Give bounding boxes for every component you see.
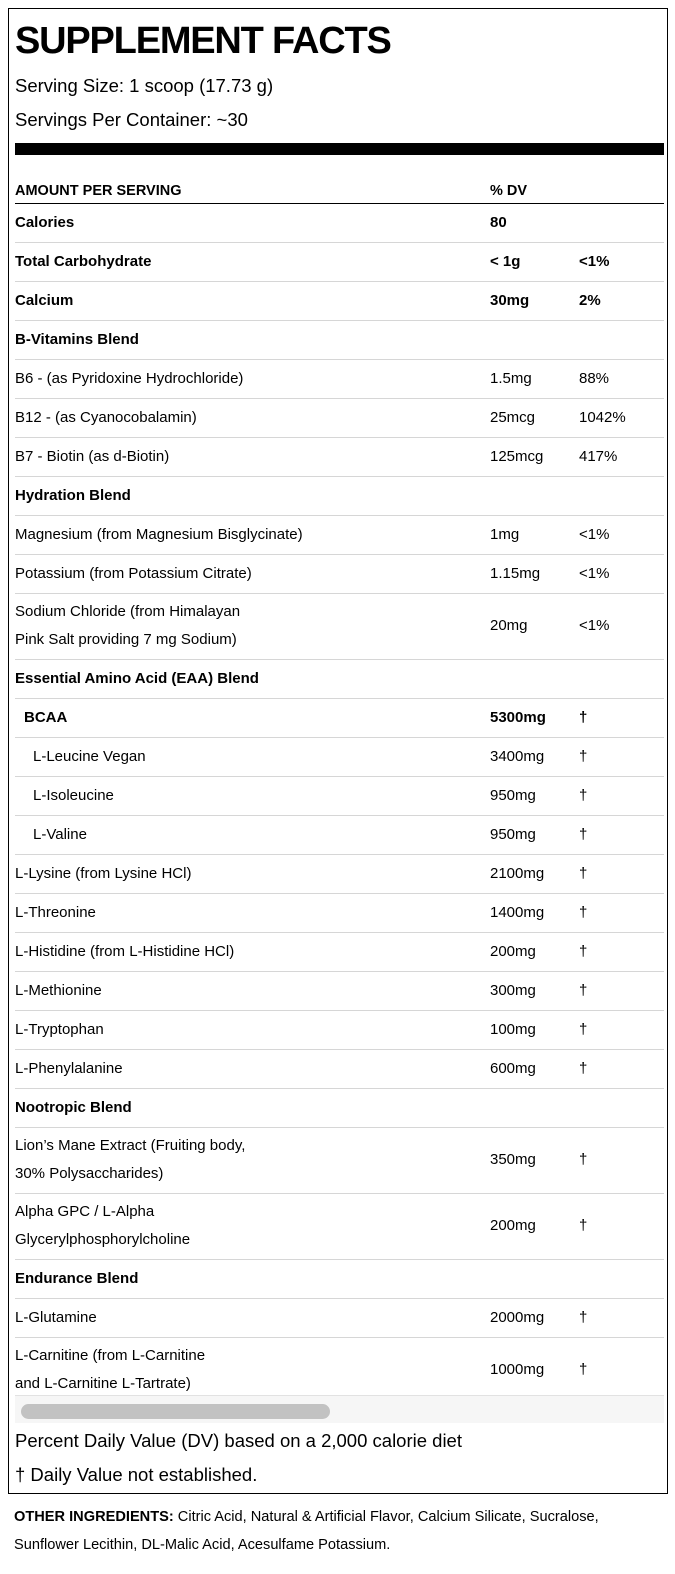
nutrient-name [15,977,485,1005]
table-row [15,321,664,360]
table-row [15,933,664,972]
table-row [15,816,664,855]
table-row [15,243,664,282]
horizontal-scrollbar[interactable] [15,1395,664,1423]
nutrient-name-line: Essential Amino Acid (EAA) Blend [15,670,259,687]
daily-value: † [579,943,588,960]
amount-per-serving: 1.15mg [490,565,541,582]
nutrient-name-line: Calories [15,214,75,231]
daily-value: † [579,826,588,843]
table-row [15,399,664,438]
nutrient-name [15,1198,485,1254]
nutrient-name [15,598,485,654]
nutrient-name-line: BCAA [24,709,68,726]
nutrient-name-line: L-Leucine Vegan [33,748,146,765]
nutrient-name-line: L-Phenylalanine [15,1060,123,1077]
nutrient-name [15,365,485,393]
nutrient-name-line: L-Carnitine (from L-Carnitine [15,1347,206,1364]
table-row [15,699,664,738]
amount-per-serving: 1mg [490,526,520,543]
table-row [15,204,664,243]
table-row [15,855,664,894]
nutrient-name-line: 30% Polysaccharides) [15,1165,164,1182]
daily-value: † [579,787,588,804]
table-row [15,738,664,777]
daily-value: 417% [579,448,618,465]
nutrient-name [15,1304,485,1332]
amount-per-serving: 3400mg [490,748,545,765]
amount-per-serving: 200mg [490,943,536,960]
nutrient-name-line: Nootropic Blend [15,1099,132,1116]
amount-per-serving: 25mcg [490,409,536,426]
nutrient-name [33,821,503,849]
table-row [15,477,664,516]
nutrient-name [15,860,485,888]
amount-per-serving: 600mg [490,1060,536,1077]
nutrient-name [15,1342,485,1398]
daily-value: † [579,1060,588,1077]
nutrient-name-line: L-Tryptophan [15,1021,104,1038]
nutrient-name-line: B12 - (as Cyanocobalamin) [15,409,197,426]
table-row [15,894,664,933]
table-row [15,972,664,1011]
nutrient-name [15,1016,485,1044]
nutrient-name-line: L-Valine [33,826,87,843]
supplement-facts-panel [8,8,668,1494]
daily-value: † [579,1021,588,1038]
amount-per-serving: 950mg [490,787,536,804]
nutrient-name-line: L-Threonine [15,904,96,921]
nutrient-name-line: B6 - (as Pyridoxine Hydrochloride) [15,370,244,387]
nutrient-name [15,938,485,966]
nutrient-name [15,209,485,237]
amount-per-serving: 300mg [490,982,536,999]
footnote-dagger: † Daily Value not established. [15,1464,258,1485]
daily-value: † [579,904,588,921]
servings-per-container: Servings Per Container: ~30 [15,109,248,130]
nutrient-name-line: Sodium Chloride (from Himalayan [15,603,241,620]
table-row [15,1194,664,1260]
table-row [15,777,664,816]
daily-value: † [579,1361,588,1378]
footnote-daily-value: Percent Daily Value (DV) based on a 2,000 calorie diet [15,1430,462,1451]
daily-value: 1042% [579,409,626,426]
amount-per-serving: 5300mg [490,709,546,726]
nutrient-name-line: Magnesium (from Magnesium Bisglycinate) [15,526,303,543]
scrollbar-thumb[interactable] [21,1404,330,1419]
serving-size: Serving Size: 1 scoop (17.73 g) [15,75,274,96]
table-row [15,516,664,555]
table-row [15,360,664,399]
nutrient-name-line: B7 - Biotin (as d-Biotin) [15,448,170,465]
daily-value: † [579,865,588,882]
nutrient-name-line: Alpha GPC / L-Alpha [15,1203,155,1220]
nutrient-name-line: L-Glutamine [15,1309,97,1326]
table-row [15,438,664,477]
daily-value: <1% [579,526,610,543]
nutrient-name [24,704,494,732]
nutrient-name [15,1265,485,1293]
nutrient-name-line: Endurance Blend [15,1270,139,1287]
nutrient-name-line: L-Lysine (from Lysine HCl) [15,865,192,882]
nutrient-name [15,665,485,693]
amount-per-serving: 2000mg [490,1309,545,1326]
amount-per-serving: 1400mg [490,904,545,921]
amount-per-serving: 950mg [490,826,536,843]
daily-value: † [579,982,588,999]
facts-table[interactable] [15,155,664,1404]
nutrient-name [15,1094,485,1122]
nutrient-name [15,443,485,471]
daily-value: † [579,748,588,765]
amount-per-serving: 100mg [490,1021,536,1038]
nutrient-name-line: L-Isoleucine [33,787,114,804]
nutrient-name-line: L-Histidine (from L-Histidine HCl) [15,943,235,960]
nutrient-name-line: B-Vitamins Blend [15,331,139,348]
nutrient-name [15,1055,485,1083]
amount-per-serving: 20mg [490,617,528,634]
nutrient-name [15,560,485,588]
nutrient-name [15,482,485,510]
panel-title: SUPPLEMENT FACTS [15,20,391,62]
nutrient-name [33,782,503,810]
other-ingredients [14,1503,666,1559]
other-ingredients-line2: Sunflower Lecithin, DL-Malic Acid, Acesulfame Potassium. [14,1537,391,1553]
header-dv: % DV [490,183,528,199]
amount-per-serving: 200mg [490,1217,536,1234]
nutrient-name [15,326,485,354]
daily-value: <1% [579,617,610,634]
table-row [15,1050,664,1089]
nutrient-name [33,743,503,771]
header-amount-per-serving: AMOUNT PER SERVING [15,183,182,199]
amount-per-serving: 2100mg [490,865,545,882]
table-row [15,1128,664,1194]
nutrient-name-line: L-Methionine [15,982,102,999]
amount-per-serving: 30mg [490,292,530,309]
daily-value: 2% [579,292,601,309]
nutrient-name-line: Pink Salt providing 7 mg Sodium) [15,631,237,648]
nutrient-name [15,248,485,276]
amount-per-serving: < 1g [490,253,521,270]
table-row [15,555,664,594]
daily-value: <1% [579,253,610,270]
amount-per-serving: 80 [490,214,507,231]
amount-per-serving: 1000mg [490,1361,545,1378]
table-row [15,282,664,321]
table-header-row [15,155,664,204]
other-ingredients-line1: Citric Acid, Natural & Artificial Flavor, Calcium Silicate, Sucralose, [173,1509,599,1525]
nutrient-name-line: Hydration Blend [15,487,131,504]
nutrient-name-line: Glycerylphosphorylcholine [15,1231,191,1248]
thick-divider [15,143,664,155]
nutrient-name-line: Potassium (from Potassium Citrate) [15,565,252,582]
amount-per-serving: 350mg [490,1151,536,1168]
table-row [15,594,664,660]
table-row [15,1011,664,1050]
nutrient-name [15,899,485,927]
daily-value: † [579,1217,588,1234]
daily-value: † [579,1309,588,1326]
nutrient-name-line: Total Carbohydrate [15,253,152,270]
amount-per-serving: 125mcg [490,448,544,465]
table-row [15,660,664,699]
nutrient-name-line: and L-Carnitine L-Tartrate) [15,1375,191,1392]
daily-value: 88% [579,370,610,387]
nutrient-name [15,1132,485,1188]
daily-value: † [579,1151,588,1168]
nutrient-name-line: Calcium [15,292,74,309]
table-row [15,1299,664,1338]
daily-value: <1% [579,565,610,582]
nutrient-name [15,404,485,432]
nutrient-name [15,521,485,549]
table-row [15,1089,664,1128]
other-ingredients-label: OTHER INGREDIENTS: [14,1509,174,1525]
nutrient-name-line: Lion’s Mane Extract (Fruiting body, [15,1137,246,1154]
daily-value: † [579,709,588,726]
table-row [15,1260,664,1299]
amount-per-serving: 1.5mg [490,370,532,387]
nutrient-name [15,287,485,315]
